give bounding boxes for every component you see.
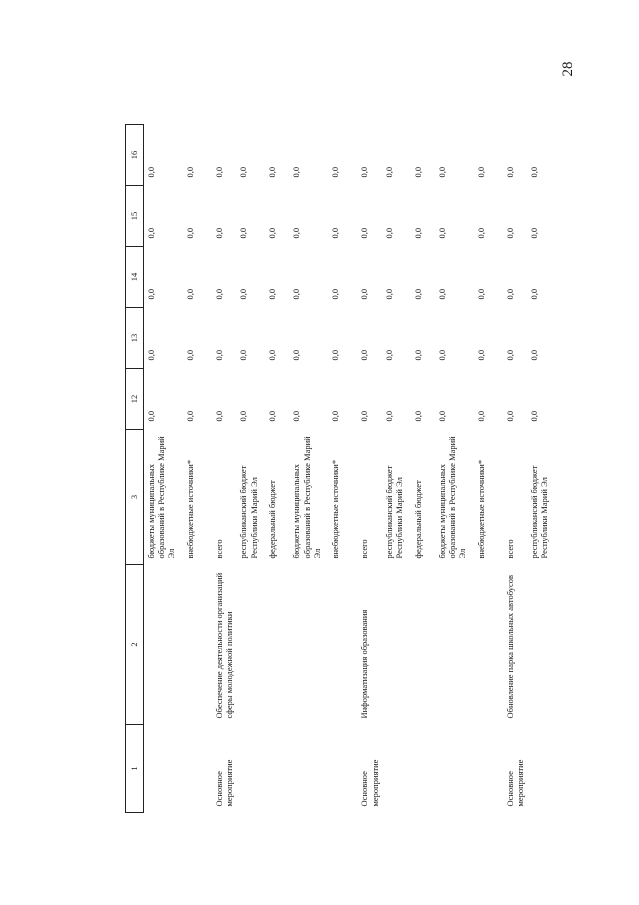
value-cell: 0,0 xyxy=(267,288,278,300)
event-name-cell xyxy=(265,565,289,725)
value-cell: 0,0 xyxy=(291,227,302,239)
event-type-cell: Основное мероприятие xyxy=(504,759,525,807)
value-cell: 0,0 xyxy=(504,288,515,300)
event-name-cell xyxy=(183,565,212,725)
funding-source-cell: всего xyxy=(214,539,224,559)
event-type-cell xyxy=(527,725,556,813)
value-cell: 0,0 xyxy=(291,166,302,178)
event-name-cell xyxy=(144,565,184,725)
value-cell: 0,0 xyxy=(359,288,370,300)
value-cell: 0,0 xyxy=(238,349,249,361)
event-type-cell xyxy=(289,725,328,813)
value-cell: 0,0 xyxy=(146,410,156,422)
event-name-cell xyxy=(328,565,357,725)
value-cell: 0,0 xyxy=(383,349,394,361)
value-cell: 0,0 xyxy=(412,410,423,422)
value-cell: 0,0 xyxy=(185,349,195,361)
funding-source-cell: федеральный бюджет xyxy=(267,480,278,559)
event-name-cell xyxy=(527,565,556,725)
value-cell: 0,0 xyxy=(330,410,341,422)
value-cell: 0,0 xyxy=(185,288,195,300)
value-cell: 0,0 xyxy=(529,410,540,422)
funding-source-cell: бюджеты муниципальных образований в Республике Марий Эл xyxy=(291,436,322,559)
header-cell: 2 xyxy=(126,565,144,725)
table-row xyxy=(265,125,289,813)
header-cell: 3 xyxy=(126,430,144,565)
value-cell: 0,0 xyxy=(185,410,195,422)
header-cell: 15 xyxy=(126,186,144,247)
event-type-cell xyxy=(474,725,503,813)
table-row xyxy=(382,125,411,813)
page-number: 28 xyxy=(560,61,576,77)
event-name-cell xyxy=(289,565,328,725)
header-cell: 1 xyxy=(126,725,144,813)
table-row xyxy=(474,125,503,813)
value-cell: 0,0 xyxy=(146,227,156,239)
value-cell: 0,0 xyxy=(238,288,249,300)
value-cell: 0,0 xyxy=(504,227,515,239)
header-cell: 13 xyxy=(126,308,144,369)
value-cell: 0,0 xyxy=(267,227,278,239)
header-cell: 14 xyxy=(126,247,144,308)
value-cell: 0,0 xyxy=(214,410,224,422)
value-cell: 0,0 xyxy=(359,227,370,239)
value-cell: 0,0 xyxy=(504,349,515,361)
event-name-cell: Обновление парка школьных автобусов xyxy=(504,575,515,719)
value-cell: 0,0 xyxy=(359,166,370,178)
value-cell: 0,0 xyxy=(504,166,515,178)
event-type-cell xyxy=(265,725,289,813)
funding-source-cell: внебюджетные источники* xyxy=(475,459,486,559)
value-cell: 0,0 xyxy=(475,410,486,422)
value-cell: 0,0 xyxy=(475,288,486,300)
event-name-cell: Информатизация образования xyxy=(359,609,370,719)
event-name-cell xyxy=(474,565,503,725)
funding-source-cell: всего xyxy=(504,539,515,559)
table-row xyxy=(435,125,474,813)
value-cell: 0,0 xyxy=(291,410,302,422)
value-cell: 0,0 xyxy=(529,227,540,239)
value-cell: 0,0 xyxy=(475,227,486,239)
value-cell: 0,0 xyxy=(238,227,249,239)
event-type-cell xyxy=(328,725,357,813)
table-row xyxy=(328,125,357,813)
event-type-cell xyxy=(236,725,265,813)
value-cell: 0,0 xyxy=(436,288,447,300)
event-type-cell xyxy=(435,725,474,813)
value-cell: 0,0 xyxy=(291,288,302,300)
value-cell: 0,0 xyxy=(185,166,195,178)
value-cell: 0,0 xyxy=(412,227,423,239)
rotated-page xyxy=(125,63,625,813)
value-cell: 0,0 xyxy=(267,349,278,361)
header-cell: 12 xyxy=(126,369,144,430)
value-cell: 0,0 xyxy=(238,166,249,178)
financing-table xyxy=(125,124,556,813)
event-type-cell xyxy=(183,725,212,813)
value-cell: 0,0 xyxy=(383,166,394,178)
event-type-cell: Основное мероприятие xyxy=(359,759,380,807)
event-type-cell xyxy=(411,725,435,813)
event-name-cell xyxy=(236,565,265,725)
value-cell: 0,0 xyxy=(330,166,341,178)
table-row xyxy=(503,125,527,813)
table-row xyxy=(183,125,212,813)
value-cell: 0,0 xyxy=(529,288,540,300)
table-row xyxy=(236,125,265,813)
funding-source-cell: бюджеты муниципальных образований в Республике Марий Эл xyxy=(436,436,468,559)
value-cell: 0,0 xyxy=(475,166,486,178)
event-type-cell: Основное мероприятие xyxy=(214,759,235,807)
table-row xyxy=(411,125,435,813)
value-cell: 0,0 xyxy=(146,288,156,300)
value-cell: 0,0 xyxy=(436,227,447,239)
value-cell: 0,0 xyxy=(412,288,423,300)
value-cell: 0,0 xyxy=(529,349,540,361)
header-row xyxy=(126,125,144,813)
event-name-cell xyxy=(411,565,435,725)
table-row xyxy=(212,125,236,813)
value-cell: 0,0 xyxy=(383,227,394,239)
funding-source-cell: бюджеты муниципальных образований в Республике Марий Эл xyxy=(146,436,177,559)
value-cell: 0,0 xyxy=(291,349,302,361)
value-cell: 0,0 xyxy=(436,349,447,361)
value-cell: 0,0 xyxy=(412,166,423,178)
event-name-cell xyxy=(382,565,411,725)
table-row xyxy=(357,125,381,813)
value-cell: 0,0 xyxy=(412,349,423,361)
value-cell: 0,0 xyxy=(146,166,156,178)
value-cell: 0,0 xyxy=(330,288,341,300)
value-cell: 0,0 xyxy=(214,288,224,300)
table-row xyxy=(289,125,328,813)
event-name-cell xyxy=(435,565,474,725)
value-cell: 0,0 xyxy=(185,227,195,239)
funding-source-cell: республиканский бюджет Республики Марий Эл xyxy=(238,465,259,559)
value-cell: 0,0 xyxy=(267,166,278,178)
value-cell: 0,0 xyxy=(267,410,278,422)
header-cell: 16 xyxy=(126,125,144,186)
funding-source-cell: республиканский бюджет Республики Марий Эл xyxy=(383,465,404,559)
value-cell: 0,0 xyxy=(238,410,249,422)
value-cell: 0,0 xyxy=(330,349,341,361)
event-type-cell xyxy=(144,725,184,813)
value-cell: 0,0 xyxy=(529,166,540,178)
value-cell: 0,0 xyxy=(504,410,515,422)
value-cell: 0,0 xyxy=(436,166,447,178)
value-cell: 0,0 xyxy=(214,349,224,361)
table-row xyxy=(144,125,184,813)
funding-source-cell: всего xyxy=(359,539,370,559)
value-cell: 0,0 xyxy=(383,410,394,422)
funding-source-cell: республиканский бюджет Республики Марий Эл xyxy=(529,465,550,559)
value-cell: 0,0 xyxy=(214,227,224,239)
event-type-cell xyxy=(382,725,411,813)
event-name-cell: Обеспечение деятельности организаций сферы молодежной политики xyxy=(214,572,235,719)
value-cell: 0,0 xyxy=(359,410,370,422)
value-cell: 0,0 xyxy=(436,410,447,422)
funding-source-cell: внебюджетные источники* xyxy=(185,459,195,559)
value-cell: 0,0 xyxy=(330,227,341,239)
value-cell: 0,0 xyxy=(383,288,394,300)
value-cell: 0,0 xyxy=(214,166,224,178)
funding-source-cell: федеральный бюджет xyxy=(412,480,423,559)
value-cell: 0,0 xyxy=(475,349,486,361)
value-cell: 0,0 xyxy=(359,349,370,361)
funding-source-cell: внебюджетные источники* xyxy=(330,459,341,559)
table-row xyxy=(527,125,556,813)
value-cell: 0,0 xyxy=(146,349,156,361)
